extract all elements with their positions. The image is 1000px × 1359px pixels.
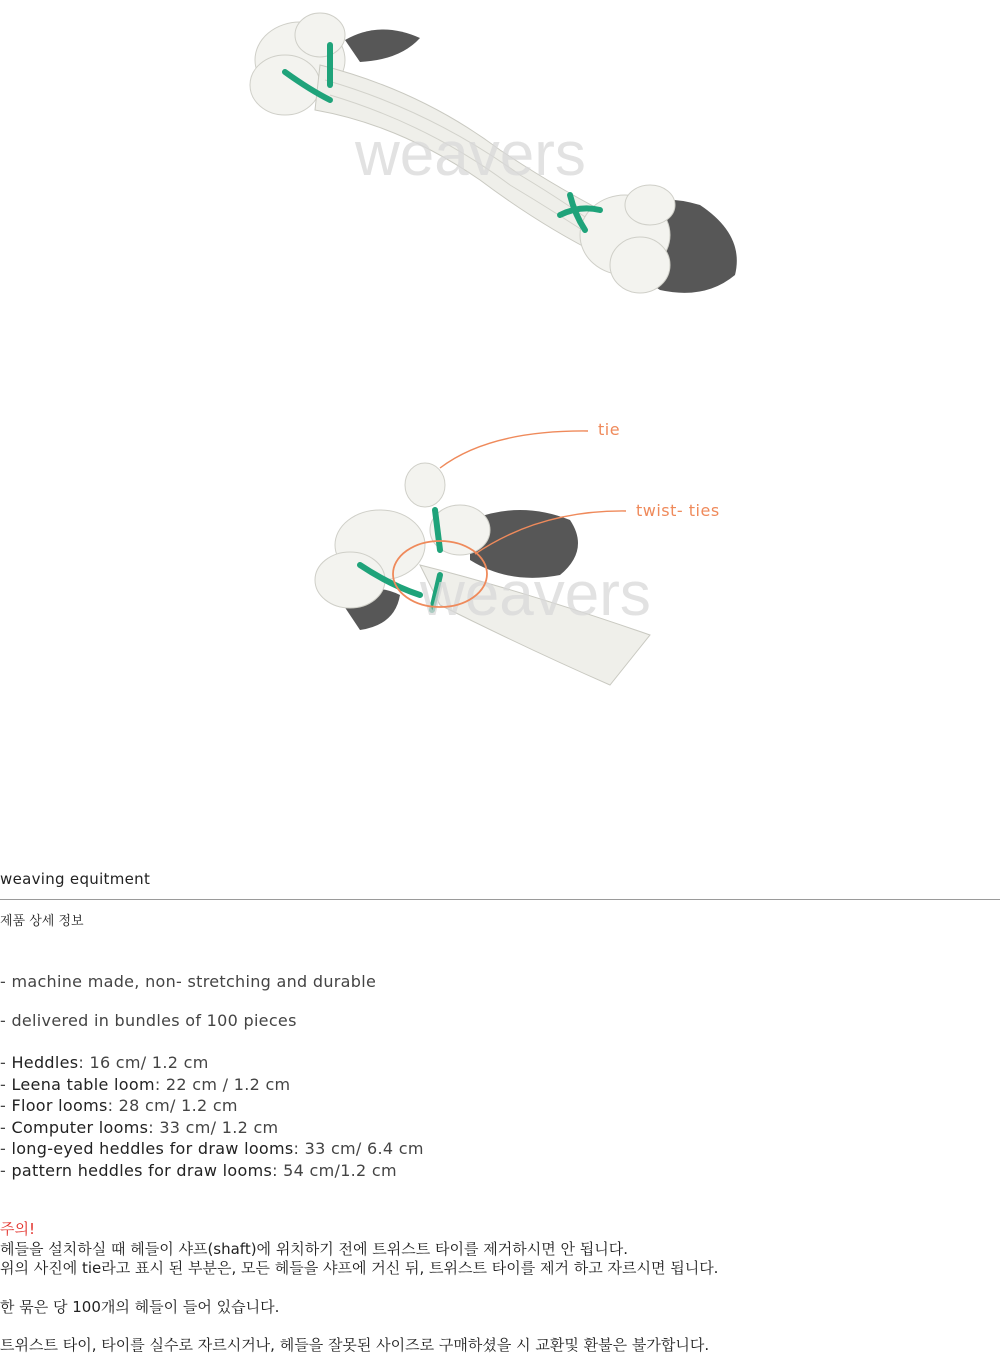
section-title: weaving equitment bbox=[0, 870, 151, 888]
product-details-subhead: 제품 상세 정보 bbox=[0, 914, 84, 929]
size-item: - pattern heddles for draw looms: 54 cm/1.2 cm bbox=[0, 1160, 397, 1180]
size-name: long-eyed heddles for draw looms bbox=[11, 1139, 294, 1159]
watermark-text: weavers bbox=[355, 120, 586, 189]
feature-line: - machine made, non- stretching and durable bbox=[0, 972, 377, 991]
size-value: : 33 cm/ 6.4 cm bbox=[293, 1139, 424, 1159]
size-item: - Computer looms: 33 cm/ 1.2 cm bbox=[0, 1117, 279, 1137]
size-list bbox=[0, 1052, 424, 1182]
twist-ties-callout-label: twist- ties bbox=[636, 501, 720, 520]
heddle-closeup-photo bbox=[0, 400, 1000, 700]
size-value: : 54 cm/1.2 cm bbox=[272, 1160, 397, 1180]
warning-label: 주의! bbox=[0, 1220, 35, 1238]
notice-line: 헤들을 설치하실 때 헤들이 샤프(shaft)에 위치하기 전에 트위스트 타이를 제거하시면 안 됩니다. bbox=[0, 1240, 628, 1258]
size-item: - long-eyed heddles for draw looms: 33 cm/ 6.4 cm bbox=[0, 1139, 424, 1159]
notice-line: 트위스트 타이, 타이를 실수로 자르시거나, 헤들을 잘못된 사이즈로 구매하셨을 시 교환및 환불은 불가합니다. bbox=[0, 1336, 710, 1354]
heddle-bundle-photo bbox=[0, 0, 1000, 320]
size-value: : 28 cm/ 1.2 cm bbox=[107, 1096, 238, 1116]
heddle-loops-right bbox=[580, 185, 675, 293]
size-name: Floor looms bbox=[11, 1096, 108, 1116]
size-name: Leena table loom bbox=[11, 1074, 155, 1094]
notice-line: 한 묶은 당 100개의 헤들이 들어 있습니다. bbox=[0, 1298, 280, 1316]
size-name: Heddles bbox=[11, 1053, 79, 1072]
size-name: pattern heddles for draw looms bbox=[11, 1160, 273, 1180]
closeup-watermark-text: weavers bbox=[420, 560, 651, 629]
notice-line: 위의 사진에 tie라고 표시 된 부분은, 모든 헤들을 샤프에 거신 뒤, 트위스트 타이를 제거 하고 자르시면 됩니다. bbox=[0, 1259, 719, 1277]
size-item: - Heddles: 16 cm/ 1.2 cm bbox=[0, 1053, 209, 1072]
tie-callout-label: tie bbox=[598, 420, 621, 439]
size-name: Computer looms bbox=[11, 1117, 149, 1137]
size-item: - Floor looms: 28 cm/ 1.2 cm bbox=[0, 1096, 238, 1116]
size-item: - Leena table loom: 22 cm / 1.2 cm bbox=[0, 1074, 291, 1094]
feature-line: - delivered in bundles of 100 pieces bbox=[0, 1011, 297, 1030]
divider bbox=[0, 899, 1000, 900]
size-value: : 33 cm/ 1.2 cm bbox=[148, 1117, 279, 1137]
tie-callout-line bbox=[440, 431, 588, 468]
size-value: : 16 cm/ 1.2 cm bbox=[78, 1053, 209, 1072]
size-value: : 22 cm / 1.2 cm bbox=[154, 1074, 291, 1094]
